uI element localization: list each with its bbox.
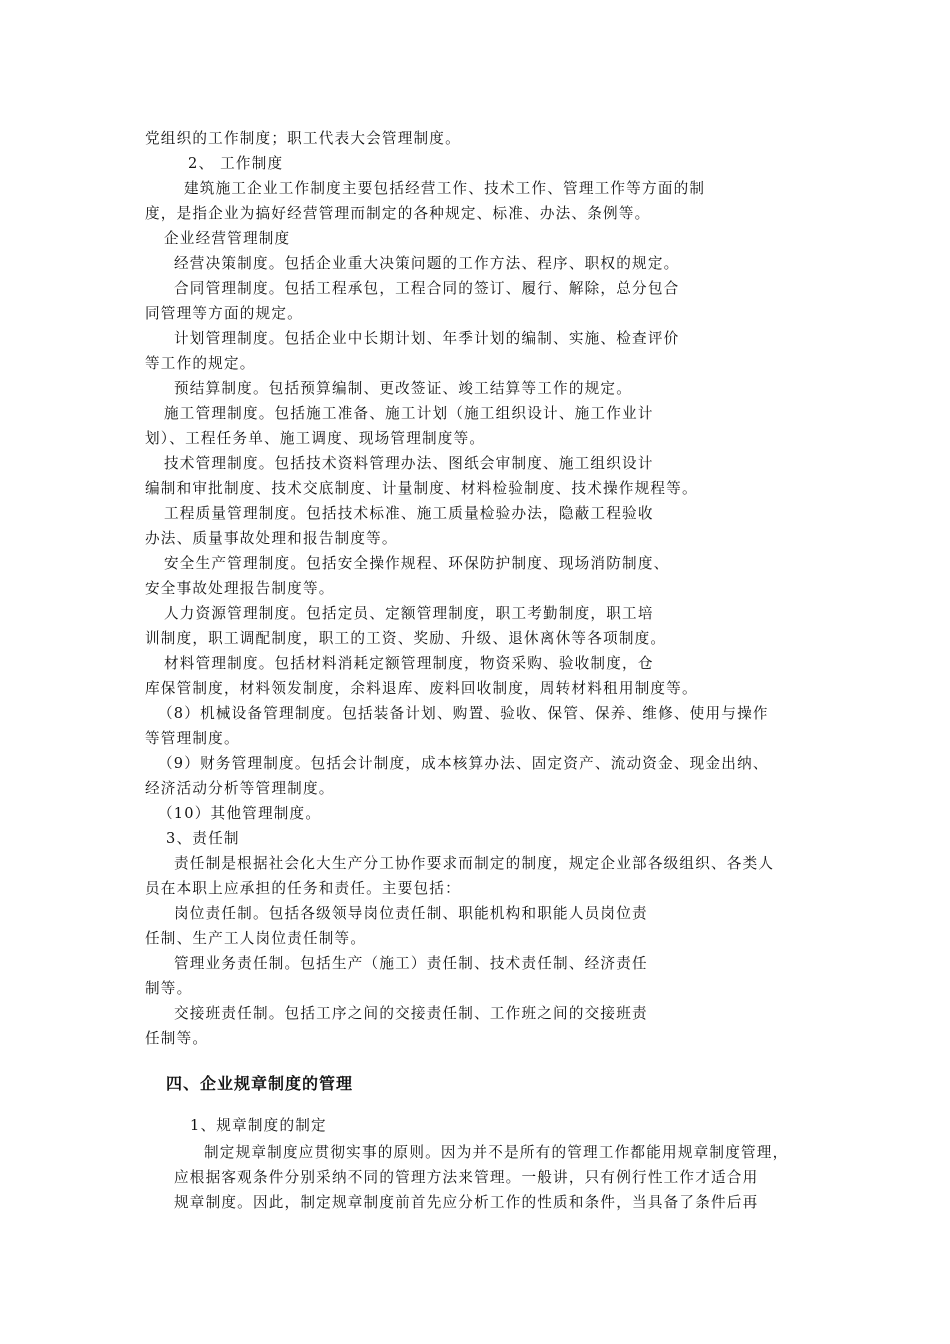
text-line: 施工管理制度。包括施工准备、施工计划（施工组织设计、施工作业计 xyxy=(164,405,654,422)
text-line: 交接班责任制。包括工序之间的交接责任制、工作班之间的交接班责 xyxy=(174,1005,648,1022)
text-line: 任制等。 xyxy=(145,1030,209,1047)
text-line: 党组织的工作制度；职工代表大会管理制度。 xyxy=(145,130,461,147)
text-line: 合同管理制度。包括工程承包，工程合同的签订、履行、解除，总分包合 xyxy=(174,280,680,297)
text-line: 安全生产管理制度。包括安全操作规程、环保防护制度、现场消防制度、 xyxy=(164,555,670,572)
text-line: 度，是指企业为搞好经营管理而制定的各种规定、标准、办法、条例等。 xyxy=(145,205,651,222)
subsection-title: 1、规章制度的制定 xyxy=(190,1117,327,1134)
text-line: 预结算制度。包括预算编制、更改签证、竣工结算等工作的规定。 xyxy=(174,380,633,397)
text-line: （10）其他管理制度。 xyxy=(158,805,322,822)
text-line: 工程质量管理制度。包括技术标准、施工质量检验办法，隐蔽工程验收 xyxy=(164,505,654,522)
text-line: （9）财务管理制度。包括会计制度，成本核算办法、固定资产、流动资金、现金出纳、 xyxy=(158,755,769,772)
text-line: 材料管理制度。包括材料消耗定额管理制度，物资采购、验收制度，仓 xyxy=(164,655,654,672)
text-line: 建筑施工企业工作制度主要包括经营工作、技术工作、管理工作等方面的制 xyxy=(184,180,706,197)
text-line: 等管理制度。 xyxy=(145,730,240,747)
text-line: 经济活动分析等管理制度。 xyxy=(145,780,335,797)
text-line: 等工作的规定。 xyxy=(145,355,256,372)
text-line: 规章制度。因此，制定规章制度前首先应分析工作的性质和条件，当具备了条件后再 xyxy=(174,1194,759,1211)
subsection-title: 3、责任制 xyxy=(166,830,240,847)
subsection-title: 2、 工作制度 xyxy=(188,155,284,172)
text-line: 办法、质量事故处理和报告制度等。 xyxy=(145,530,398,547)
text-line: 管理业务责任制。包括生产（施工）责任制、技术责任制、经济责任 xyxy=(174,955,648,972)
text-line: 技术管理制度。包括技术资料管理办法、图纸会审制度、施工组织设计 xyxy=(164,455,654,472)
text-line: 任制、生产工人岗位责任制等。 xyxy=(145,930,367,947)
text-line: 责任制是根据社会化大生产分工协作要求而制定的制度，规定企业部各级组织、各类人 xyxy=(174,855,775,872)
text-line: 员在本职上应承担的任务和责任。主要包括： xyxy=(145,880,461,897)
text-line: 岗位责任制。包括各级领导岗位责任制、职能机构和职能人员岗位责 xyxy=(174,905,648,922)
text-line: 计划管理制度。包括企业中长期计划、年季计划的编制、实施、检查评价 xyxy=(174,330,680,347)
text-line: 库保管制度，材料领发制度，余料退库、废料回收制度，周转材料租用制度等。 xyxy=(145,680,698,697)
text-line: 应根据客观条件分别采纳不同的管理方法来管理。一般讲，只有例行性工作才适合用 xyxy=(174,1169,759,1186)
text-line: 同管理等方面的规定。 xyxy=(145,305,303,322)
text-line: 制定规章制度应贯彻实事的原则。因为并不是所有的管理工作都能用规章制度管理， xyxy=(204,1144,789,1161)
text-line: 人力资源管理制度。包括定员、定额管理制度，职工考勤制度，职工培 xyxy=(164,605,654,622)
text-line: 划）、工程任务单、施工调度、现场管理制度等。 xyxy=(145,430,486,447)
text-line: 安全事故处理报告制度等。 xyxy=(145,580,335,597)
text-line: 经营决策制度。包括企业重大决策问题的工作方法、程序、职权的规定。 xyxy=(174,255,680,272)
text-line: （8）机械设备管理制度。包括装备计划、购置、验收、保管、保养、维修、使用与操作 xyxy=(158,705,769,722)
text-line: 训制度，职工调配制度，职工的工资、奖励、升级、退休离休等各项制度。 xyxy=(145,630,667,647)
section-heading: 四、企业规章制度的管理 xyxy=(166,1074,354,1093)
text-line: 制等。 xyxy=(145,980,193,997)
text-line: 编制和审批制度、技术交底制度、计量制度、材料检验制度、技术操作规程等。 xyxy=(145,480,698,497)
text-line: 企业经营管理制度 xyxy=(164,230,291,247)
